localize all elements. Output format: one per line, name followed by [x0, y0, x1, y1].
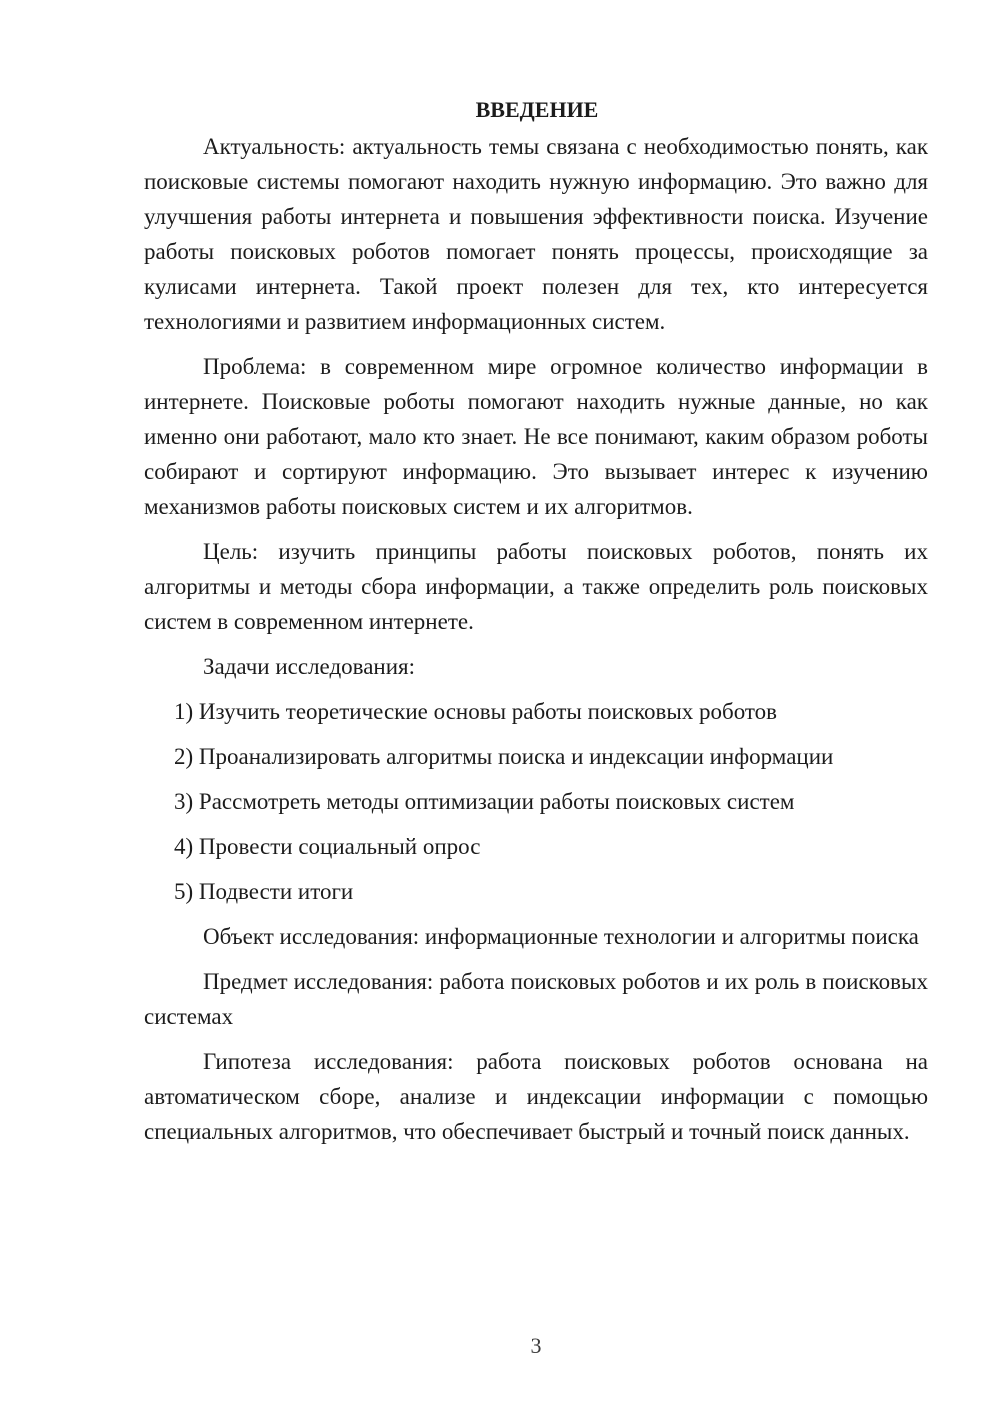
object-paragraph: Объект исследования: информационные технологии и алгоритмы поиска — [203, 924, 919, 949]
problem-paragraph: Проблема: в современном мире огромное количество информации в интернете. Поисковые роботы помогают находить нужные данные, но как именно они работают, мало кто знает. Не все понимают, каким образом роботы собирают и сортируют информацию. Это вызывает интерес к изучению механизмов работы поисковых систем и их алгоритмов. — [144, 354, 928, 519]
page-title: ВВЕДЕНИЕ — [475, 97, 599, 122]
hypothesis-paragraph: Гипотеза исследования: работа поисковых роботов основана на автоматическом сборе, анализе и индексации информации с помощью специальных алгоритмов, что обеспечивает быстрый и точный поиск данных. — [144, 1049, 928, 1144]
task-item-3: 3) Рассмотреть методы оптимизации работы поисковых систем — [174, 789, 795, 814]
task-item-5: 5) Подвести итоги — [174, 879, 354, 904]
task-item-1: 1) Изучить теоретические основы работы поисковых роботов — [174, 699, 778, 724]
subject-paragraph: Предмет исследования: работа поисковых роботов и их роль в поисковых системах — [144, 969, 928, 1029]
goal-paragraph: Цель: изучить принципы работы поисковых роботов, понять их алгоритмы и методы сбора информации, а также определить роль поисковых систем в современном интернете. — [144, 539, 928, 634]
tasks-heading: Задачи исследования: — [203, 654, 416, 679]
relevance-paragraph: Актуальность: актуальность темы связана с необходимостью понять, как поисковые системы помогают находить нужную информацию. Это важно для улучшения работы интернета и повышения эффективности поиска. Изучение работы поисковых роботов помогает понять процессы, происходящие за кулисами интернета. Такой проект полезен для тех, кто интересуется технологиями и развитием информационных систем. — [144, 134, 928, 334]
task-item-4: 4) Провести социальный опрос — [174, 834, 481, 859]
page-number: 3 — [530, 1333, 542, 1358]
tasks-list — [144, 694, 928, 909]
page-content — [144, 92, 928, 1149]
task-item-2: 2) Проанализировать алгоритмы поиска и индексации информации — [174, 744, 834, 769]
